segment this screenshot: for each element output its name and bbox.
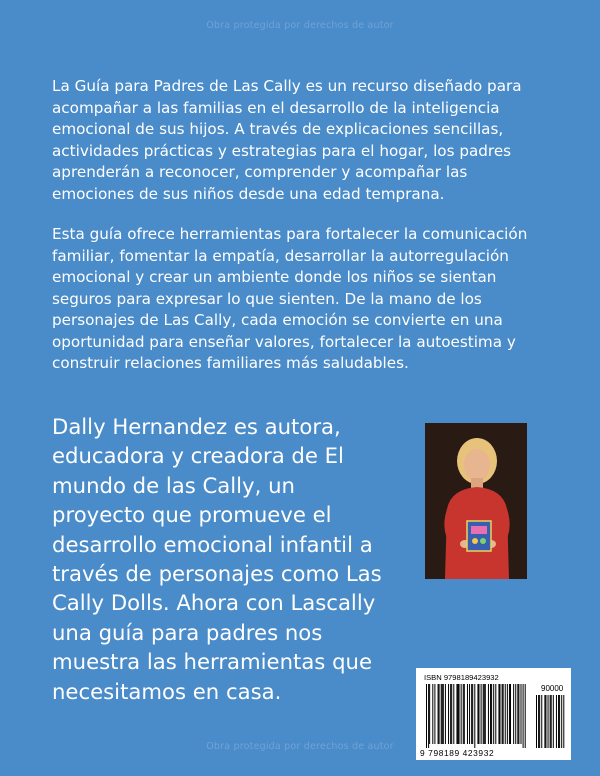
barcode-bar bbox=[485, 684, 486, 744]
barcode-bar bbox=[463, 684, 464, 744]
barcode-bar bbox=[505, 684, 506, 744]
isbn-label: ISBN 9798189423932 bbox=[424, 673, 499, 682]
barcode-bar bbox=[477, 684, 478, 744]
barcode-bar bbox=[510, 684, 511, 744]
barcode-bar bbox=[450, 684, 451, 744]
barcode-bar bbox=[479, 684, 480, 744]
description-paragraph-1: La Guía para Padres de Las Cally es un recurso diseñado para acompañar a las familias en el desarrollo de la inteligencia emocional de sus hijos. A través de explicaciones sencillas, actividades prácticas y estrategias para el hogar, los padres aprenderán a reconocer, comprender y acompañar las emociones de sus niños desde una edad temprana. bbox=[52, 77, 522, 203]
barcode-bar bbox=[523, 684, 524, 748]
barcode-bar bbox=[515, 684, 516, 744]
description-paragraph-2: Esta guía ofrece herramientas para fortalecer la comunicación familiar, fomentar la empatía, desarrollar la autorregulación emocional y crear un ambiente donde los niños se sientan seguros para expresar lo que sienten. De la mano de los personajes de Las Cally, cada emoción se convierte en una oportunidad para enseñar valores, fortalecer la autoestima y construir relaciones familiares más saludables. bbox=[52, 225, 528, 372]
barcode-bar bbox=[484, 684, 485, 744]
watermark-top: Obra protegida por derechos de autor bbox=[206, 20, 394, 31]
barcode-bar bbox=[518, 684, 519, 744]
barcode-bar bbox=[442, 684, 443, 744]
barcode-bar bbox=[438, 684, 439, 744]
barcode-bar bbox=[525, 684, 526, 748]
barcode-bar bbox=[498, 684, 499, 744]
watermark-bottom: Obra protegida por derechos de autor bbox=[206, 741, 394, 752]
barcode-bar bbox=[483, 684, 484, 744]
author-portrait-illustration bbox=[425, 423, 527, 579]
barcode-bar bbox=[467, 684, 468, 744]
barcode-bar bbox=[507, 684, 508, 744]
barcode-bar bbox=[443, 684, 444, 744]
barcode-bar bbox=[502, 684, 503, 744]
author-photo bbox=[425, 423, 527, 579]
barcode-bar bbox=[453, 684, 454, 744]
barcode-bar bbox=[426, 684, 427, 748]
barcode-bar bbox=[493, 684, 494, 744]
barcode-bar bbox=[439, 684, 440, 744]
barcode-bar bbox=[441, 684, 442, 744]
author-bio: Dally Hernandez es autora, educadora y creadora de El mundo de las Cally, un proyecto que promueve el desarrollo emocional infantil a través de personajes como Las Cally Dolls. Ahora con Lascally una guía para padres nos muestra las herramientas que necesitamos en casa. bbox=[52, 414, 382, 704]
barcode-bar bbox=[495, 684, 496, 744]
barcode-bar bbox=[458, 684, 459, 744]
barcode-bar bbox=[456, 684, 457, 744]
barcode-bar bbox=[464, 684, 465, 744]
barcode-bar bbox=[474, 684, 475, 748]
barcode-bar bbox=[469, 684, 470, 744]
barcode-bar bbox=[459, 684, 460, 744]
barcode-bar bbox=[432, 684, 433, 744]
barcode-bar bbox=[490, 684, 491, 744]
barcode-bar bbox=[500, 684, 501, 744]
barcode-bar bbox=[488, 684, 489, 744]
barcode-bar bbox=[481, 684, 482, 744]
barcode-bar bbox=[513, 684, 514, 744]
barcode-bar bbox=[521, 684, 522, 744]
barcode-bar bbox=[451, 684, 452, 744]
barcode-bar bbox=[461, 684, 462, 744]
barcode-bar bbox=[517, 684, 518, 744]
barcode-bar bbox=[434, 684, 435, 744]
barcode-bar bbox=[445, 684, 446, 744]
barcode-bar bbox=[472, 684, 473, 744]
barcode-bar bbox=[471, 684, 472, 744]
barcode-bar bbox=[448, 684, 449, 744]
barcode-bar bbox=[428, 684, 429, 748]
barcode-bar bbox=[429, 684, 430, 744]
barcode-bar bbox=[509, 684, 510, 744]
price-code: 90000 bbox=[541, 684, 564, 693]
barcode-digits: 9 798189 423932 bbox=[420, 748, 495, 758]
barcode-bar bbox=[491, 684, 492, 744]
barcode-bar bbox=[503, 684, 504, 744]
